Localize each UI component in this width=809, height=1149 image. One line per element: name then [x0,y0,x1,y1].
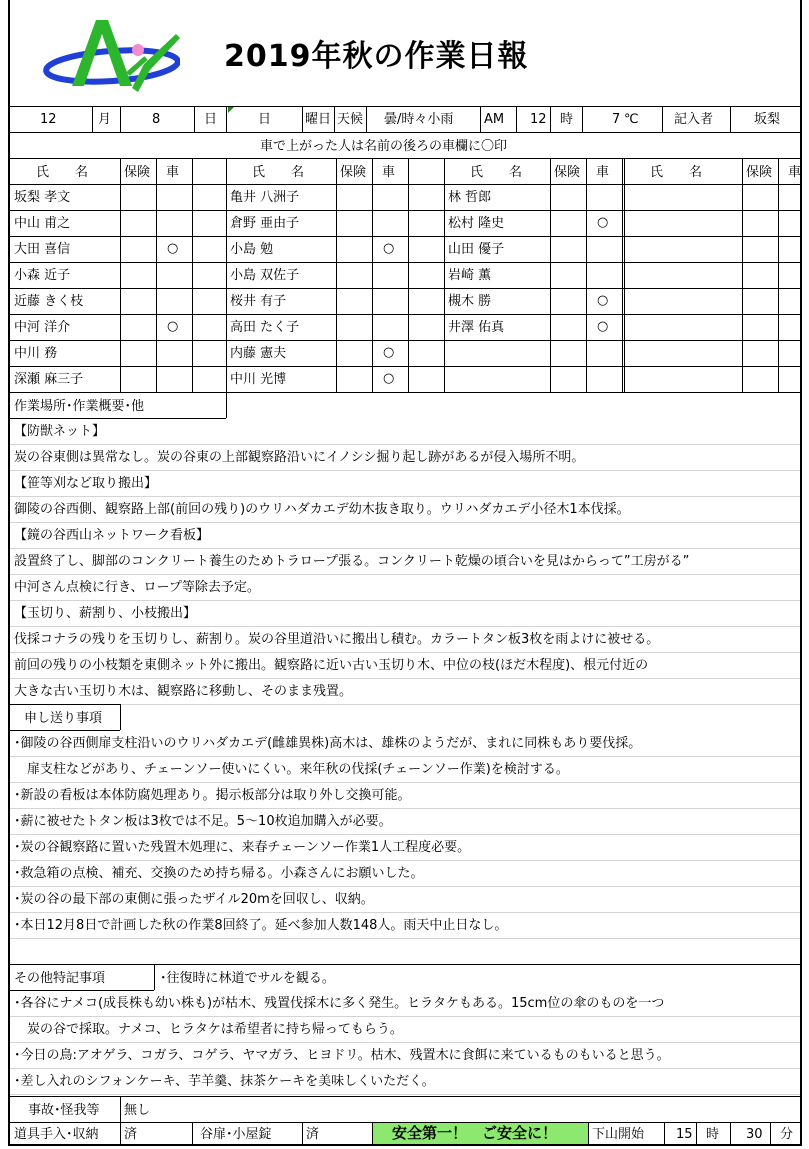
member-name: 中山 甫之 [14,216,71,231]
header-insurance: 保険 [554,165,581,180]
descent-hour-label: 時 [706,1127,720,1142]
other-line: ･今日の鳥:アオゲラ、コガラ、コゲラ、ヤマガラ、ヒヨドリ。枯木、残置木に食餌に来ているものもいると思う。 [14,1048,670,1063]
work-line: 設置終了し、脚部のコンクリート養生のためトラロープ張る。コンクリート乾燥の頃合いを見はからって”工房がる” [14,554,690,569]
member-name: 大田 喜信 [14,242,71,257]
member-car-mark: ○ [597,319,609,334]
descent-label: 下山開始 [592,1127,645,1142]
member-car-mark: ○ [167,319,179,334]
work-line: 大きな古い玉切り木は、観察路に移動し、そのまま残置。 [14,684,353,699]
work-line: 【防獣ネット】 [14,424,106,439]
day-value: 8 [152,112,161,127]
handover-line: ･新設の看板は本体防腐処理あり。掲示板部分は取り外し交換可能。 [14,788,411,803]
recorder-value: 坂梨 [754,112,781,127]
member-name: 亀井 八洲子 [230,190,300,205]
header-insurance: 保険 [746,165,773,180]
descent-minute: 30 [746,1127,763,1142]
member-name: 内藤 憲夫 [230,346,287,361]
member-car-mark: ○ [597,293,609,308]
member-name: 井澤 佑真 [448,320,505,335]
weather-value: 曇/時々小雨 [384,112,454,127]
work-line: 【鏡の谷西山ネットワーク看板】 [14,528,210,543]
work-line: 【笹等刈など取り搬出】 [14,476,158,491]
handover-line: ･救急箱の点検、補充、交換のため持ち帰る。小森さんにお願いした。 [14,866,424,881]
member-car-mark: ○ [167,241,179,256]
car-note: 車で上がった人は名前の後ろの車欄に〇印 [260,139,508,154]
member-name: 桜井 有子 [230,294,287,309]
work-line: 前回の残りの小枝類を東側ネット外に搬出。観察路に近い古い玉切り木、中位の枝(ほだ木程度)、根元付近の [14,658,649,673]
tools-value: 済 [124,1127,138,1142]
logo-icon [34,14,180,94]
header-insurance: 保険 [124,165,151,180]
header-car: 車 [596,165,610,180]
handover-line: ･炭の谷の最下部の東側に張ったザイル20mを回収し、収納。 [14,892,374,907]
header-name: 氏 名 [36,165,89,180]
member-name: 近藤 きく枝 [14,294,84,309]
work-line: 御陵の谷西側、観察路上部(前回の残り)のウリハダカエデ幼木抜き取り。ウリハダカエデ小径木1本伐採。 [14,502,630,517]
member-name: 岩崎 薫 [448,268,492,283]
lock-label: 谷扉･小屋錠 [200,1127,272,1142]
accident-label: 事故･怪我等 [28,1103,100,1118]
hour-label: 時 [560,112,574,127]
lock-value: 済 [306,1127,320,1142]
other-line: ･各谷にナメコ(成長株も幼い株も)が枯木、残置伐採木に多く発生。ヒラタケもある。15cm位の傘のものを一つ [14,996,665,1011]
member-car-mark: ○ [383,241,395,256]
handover-line: ･炭の谷観察路に置いた残置木処理に、来春チェーンソー作業1人工程度必要。 [14,840,471,855]
other-line: ･差し入れのシフォンケーキ、芋羊羹、抹茶ケーキを美味しくいただく。 [14,1074,435,1089]
weekday-label: 曜日 [305,112,332,127]
cell-marker-icon [228,107,234,113]
member-name: 林 哲郎 [448,190,492,205]
handover-line: ･薪に被せたトタン板は3枚では不足。5～10枚追加購入が必要。 [14,814,392,829]
month-label: 月 [98,112,112,127]
member-name: 山田 優子 [448,242,505,257]
member-name: 高田 たく子 [230,320,300,335]
other-section-label: その他特記事項 [14,971,106,986]
other-first-line: ･往復時に林道でサルを観る。 [160,971,335,986]
member-car-mark: ○ [383,371,395,386]
tools-label: 道具手入･収納 [14,1127,99,1142]
weather-label: 天候 [337,112,364,127]
header-car: 車 [788,165,802,180]
accident-value: 無し [124,1103,151,1118]
descent-minute-label: 分 [780,1127,794,1142]
month-value: 12 [40,112,57,127]
member-name: 小島 双佐子 [230,268,300,283]
handover-section-label: 申し送り事項 [24,711,103,726]
recorder-label: 記入者 [674,112,714,127]
day-label: 日 [204,112,218,127]
weekday-value: 日 [258,112,272,127]
member-name: 中川 光博 [230,372,287,387]
work-line: 中河さん点検に行き、ロープ等除去予定。 [14,580,260,595]
descent-hour: 15 [676,1127,693,1142]
ampm-value: AM [484,112,505,127]
other-line: 炭の谷で採取。ナメコ、ヒラタケは希望者に持ち帰ってもらう。 [14,1022,403,1037]
safety-text: 安全第一！ ご安全に！ [392,1124,558,1142]
header-insurance: 保険 [340,165,367,180]
handover-line: ･御陵の谷西側扉支柱沿いのウリハダカエデ(雌雄異株)高木は、雄株のようだが、まれに同株もあり要伐採。 [14,736,642,751]
handover-line: ･本日12月8日で計画した秋の作業8回終了。延べ参加人数148人。雨天中止日なし。 [14,918,508,933]
temperature-unit: ℃ [624,112,639,127]
member-car-mark: ○ [597,215,609,230]
header-name: 氏 名 [252,165,305,180]
work-section-label: 作業場所･作業概要･他 [14,399,145,414]
member-name: 坂梨 孝文 [14,190,71,205]
member-name: 中川 務 [14,346,58,361]
header-name: 氏 名 [470,165,523,180]
member-name: 槻木 勝 [448,294,492,309]
work-line: 【玉切り、薪割り、小枝搬出】 [14,606,197,621]
member-name: 深瀬 麻三子 [14,372,84,387]
work-line: 伐採コナラの残りを玉切りし、薪割り。炭の谷里道沿いに搬出し積む。カラートタン板3枚を雨よけに被せる。 [14,632,660,647]
member-name: 中河 洋介 [14,320,71,335]
header-name: 氏 名 [650,165,703,180]
temperature-value: 7 [612,112,621,127]
report-title: 2019年秋の作業日報 [224,39,529,74]
work-line: 炭の谷東側は異常なし。炭の谷東の上部観察路沿いにイノシシ掘り起し跡があるが侵入場所不明。 [14,450,585,465]
member-name: 倉野 亜由子 [230,216,300,231]
member-name: 小森 近子 [14,268,71,283]
header-car: 車 [166,165,180,180]
handover-line: 扉支柱などがあり、チェーンソー使いにくい。来年秋の伐採(チェーンソー作業)を検討する。 [14,762,569,777]
daily-report-sheet [8,0,802,1146]
member-car-mark: ○ [383,345,395,360]
member-name: 小島 勉 [230,242,274,257]
member-name: 松村 隆史 [448,216,505,231]
hour-value: 12 [530,112,547,127]
header-car: 車 [382,165,396,180]
